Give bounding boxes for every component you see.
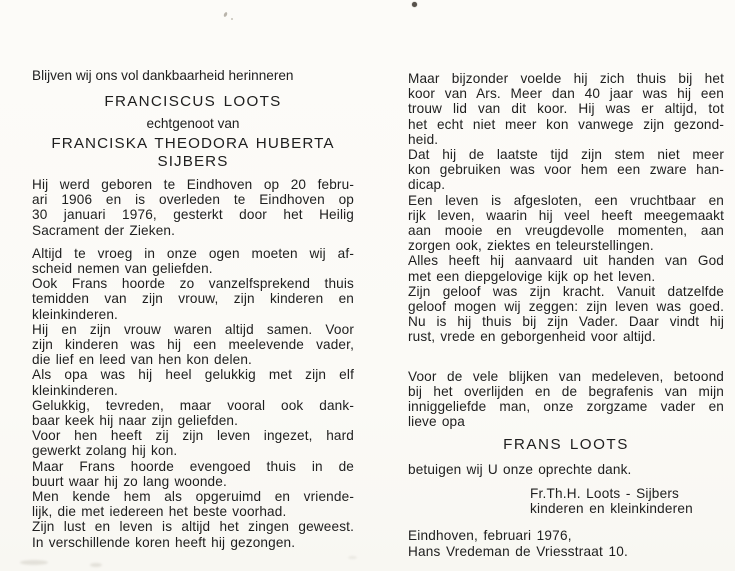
text-line: In verschillende koren heeft hij gezongen. <box>32 534 296 550</box>
spouse-name-line-2: SIJBERS <box>157 152 229 170</box>
left-column-body-text <box>32 177 354 550</box>
text-line: gewerkt zolang hij kon. <box>32 443 178 459</box>
text-line: Maar bijzonder voelde hij zich thuis bij het <box>408 71 724 86</box>
signature-block <box>530 486 724 518</box>
text-line: geloof mogen wij zeggen: zijn leven was goed. <box>408 299 724 315</box>
text-line: temidden van zijn vrouw, zijn kinderen en <box>32 291 354 307</box>
text-line: Voor de vele blijken van medeleven, betoond <box>408 368 724 384</box>
text-line: met een diepgelovige kijk op het leven. <box>408 268 656 284</box>
paragraph <box>32 398 354 428</box>
text-line: ari 1906 en is overleden te Eindhoven op <box>32 192 354 208</box>
text-line: Nu is hij thuis bij zijn Vader. Daar vindt hij <box>408 314 724 330</box>
place-date-line: Eindhoven, februari 1976, <box>408 528 572 544</box>
paragraph <box>32 322 354 368</box>
paragraph <box>408 71 724 147</box>
text-line: Gelukkig, tevreden, maar vooral ook dank- <box>32 397 354 413</box>
text-line: Maar Frans hoorde evengoed thuis in de <box>32 458 354 474</box>
text-line: rust, vrede en geborgenheid voor altijd. <box>408 329 656 345</box>
right-column-body-text <box>408 71 724 345</box>
paragraph <box>408 284 724 345</box>
text-line: kon gebruiken was voor hem een zware han- <box>408 162 724 178</box>
paragraph <box>408 369 724 430</box>
paragraph <box>408 253 724 283</box>
text-line: Alles heeft hij aanvaard uit handen van God <box>408 253 724 269</box>
signature-relatives: kinderen en kleinkinderen <box>530 501 693 517</box>
footer-block <box>408 528 724 560</box>
text-line: Voor hen heeft zij zijn leven ingezet, hard <box>32 428 354 444</box>
remembrance-intro-line: Blijven wij ons vol dankbaarheid herinneren <box>32 68 294 83</box>
text-line: die lief en leed van hen kon delen. <box>32 352 252 368</box>
text-line: kleinkinderen. <box>32 306 118 322</box>
text-line: Hij en zijn vrouw waren altijd samen. Voor <box>32 321 354 337</box>
spouse-name-heading <box>32 135 354 170</box>
text-line: Een leven is afgesloten, een vruchtbaar en <box>408 192 724 208</box>
text-line: Men kende hem als opgeruimd en vriende- <box>32 489 354 505</box>
paragraph <box>32 489 354 519</box>
text-line: kleinkinderen. <box>32 382 118 398</box>
text-line: Zijn lust en leven is altijd het zingen geweest. <box>32 519 354 535</box>
text-line: Als opa was hij heel gelukkig met zijn elf <box>32 367 354 383</box>
text-line: buurt waar hij zo lang woonde. <box>32 473 227 489</box>
text-line: het echt niet meer kon vanwege zijn gezond- <box>408 116 724 132</box>
text-line: Zijn geloof was zijn kracht. Vanuit datzelfde <box>408 283 724 299</box>
text-line: dicap. <box>408 177 446 193</box>
paragraph <box>32 428 354 458</box>
text-line: baar keek hij naar zijn geliefden. <box>32 413 239 429</box>
left-column <box>32 68 354 571</box>
text-line: aan mooie en vreugdevolle momenten, aan <box>408 223 724 239</box>
text-line: Altijd te vroeg in onze ogen moeten wij af- <box>32 245 354 261</box>
text-line: zijn kinderen was hij een meelevende vader, <box>32 337 354 353</box>
text-line: Sacrament der Zieken. <box>32 222 176 238</box>
signature-name: Fr.Th.H. Loots - Sijbers <box>530 485 680 501</box>
paragraph <box>32 519 354 549</box>
relation-line: echtgenoot van <box>146 116 240 131</box>
text-line: lijk, die met iedereen het beste voorhad. <box>32 504 287 520</box>
text-line: koor van Ars. Meer dan 40 jaar was hij een <box>408 86 724 102</box>
paragraph <box>32 276 354 322</box>
paragraph <box>408 193 724 254</box>
text-line: lieve opa <box>408 414 465 430</box>
text-line: inniggeliefde man, onze zorgzame vader en <box>408 399 724 415</box>
text-line: trouw lid van dit koor. Hij was er altijd, tot <box>408 101 724 117</box>
paragraph <box>32 367 354 397</box>
text-line: Hij werd geboren te Eindhoven op 20 febru- <box>32 177 354 192</box>
text-line: bij het overlijden en de begrafenis van mijn <box>408 383 724 399</box>
spouse-name-line-1: FRANCISKA THEODORA HUBERTA <box>51 135 335 152</box>
paragraph <box>32 459 354 489</box>
text-line: Dat hij de laatste tijd zijn stem niet meer <box>408 147 724 163</box>
paragraph <box>32 246 354 276</box>
deceased-name-heading: FRANCISCUS LOOTS <box>104 93 282 110</box>
text-line: Ook Frans hoorde zo vanzelfsprekend thuis <box>32 276 354 292</box>
paragraph <box>408 147 724 193</box>
acknowledgement-thanks-line: betuigen wij U onze oprechte dank. <box>408 462 632 478</box>
text-line: scheid nemen van geliefden. <box>32 261 213 277</box>
acknowledgement-intro-text <box>408 369 724 430</box>
text-line: 30 januari 1976, gesterkt door het Heilig <box>32 207 354 223</box>
paragraph <box>32 177 354 238</box>
address-line: Hans Vredeman de Vriesstraat 10. <box>408 544 628 560</box>
acknowledgement-name-heading: FRANS LOOTS <box>503 436 629 454</box>
text-line: heid. <box>408 131 439 147</box>
text-line: zorgen ook, ziektes en teleurstellingen. <box>408 238 654 254</box>
text-line: rijk leven, waarin hij veel heeft meegemaakt <box>408 207 724 223</box>
right-column <box>408 68 724 571</box>
